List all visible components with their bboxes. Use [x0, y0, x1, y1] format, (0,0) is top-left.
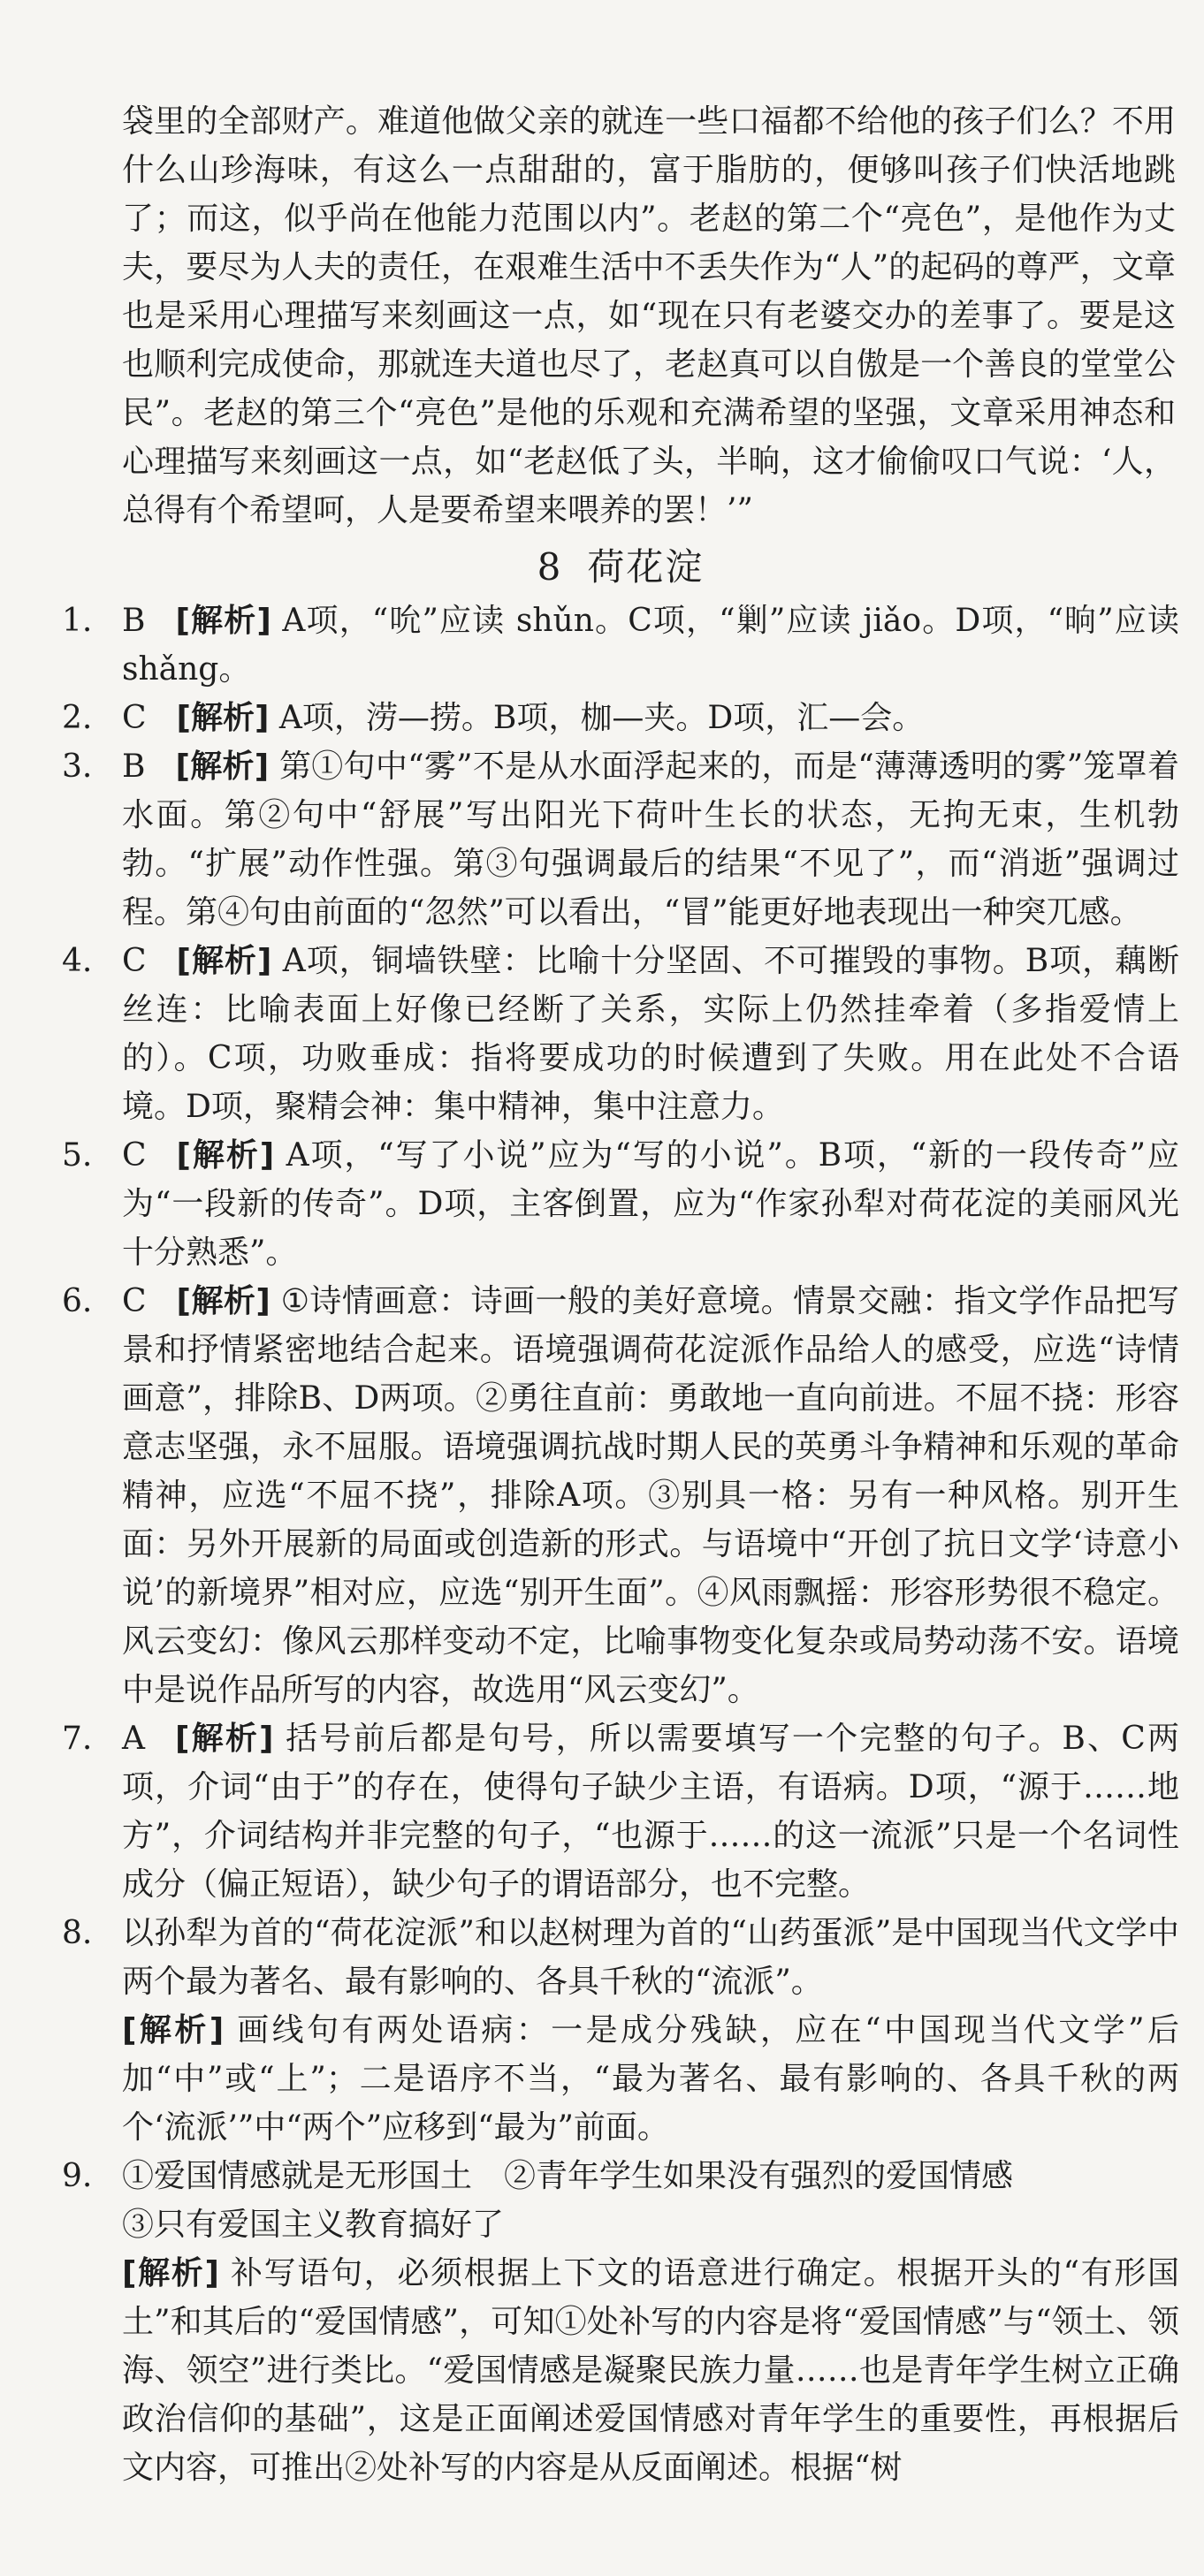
- answer-item-4: [62, 937, 1179, 1131]
- analysis-tag: [解析]: [122, 2255, 219, 2291]
- item-analysis: A项，涝—捞。B项，枷—夹。D项，汇—会。: [278, 700, 925, 736]
- item-answer: C: [122, 1283, 147, 1319]
- item-analysis: 第①句中“雾”不是从水面浮起来的，而是“薄薄透明的雾”笼罩着水面。第②句中“舒展”写出阳光下荷叶生长的状态，无拘无束，生机勃勃。“扩展”动作性强。第③句强调最后的结果“不见了”，而“消逝”强调过程。第④句由前面的“忽然”可以看出，“冒”能更好地表现出一种突兀感。: [122, 748, 1179, 931]
- answer-item-2: [62, 694, 1179, 742]
- intro-text: 袋里的全部财产。难道他做父亲的就连一些口福都不给他的孩子们么？不用什么山珍海味，有这么一点甜甜的，富于脂肪的，便够叫孩子们快活地跳了；而这，似乎尚在他能力范围以内”。老赵的第二个“亮色”，是他作为丈夫，要尽为人夫的责任，在艰难生活中不丢失作为“人”的起码的尊严，文章也是采用心理描写来刻画这一点，如“现在只有老婆交办的差事了。要是这也顺利完成使命，那就连夫道也尽了，老赵真可以自傲是一个善良的堂堂公民”。老赵的第三个“亮色”是他的乐观和充满希望的坚强，文章采用神态和心理描写来刻画这一点，如“老赵低了头，半晌，这才偷偷叹口气说：‘人，总得有个希望呵，人是要希望来喂养的罢！’”: [122, 103, 1176, 528]
- item-analysis: A项，“写了小说”应为“写的小说”。B项，“新的一段传奇”应为“一段新的传奇”。D项，主客倒置，应为“作家孙犁对荷花淀的美丽风光十分熟悉”。: [122, 1137, 1179, 1271]
- item-analysis: 补写语句，必须根据上下文的语意进行确定。根据开头的“有形国土”和其后的“爱国情感”，可知①处补写的内容是将“爱国情感”与“领土、领海、领空”进行类比。“爱国情感是凝聚民族力量……也是青年学生树立正确政治信仰的基础”，这是正面阐述爱国情感对青年学生的重要性，再根据后文内容，可推出②处补写的内容是从反面阐述。根据“树: [122, 2255, 1179, 2486]
- item-number: 2.: [62, 700, 93, 736]
- item-answer: A: [122, 1721, 145, 1757]
- item-analysis: A项，铜墙铁壁：比喻十分坚固、不可摧毁的事物。B项，藕断丝连：比喻表面上好像已经断了关系，实际上仍然挂牵着（多指爱情上的）。C项，功败垂成：指将要成功的时候遭到了失败。用在此处不合语境。D项，聚精会神：集中精神，集中注意力。: [122, 943, 1179, 1125]
- item-answer: B: [122, 603, 146, 639]
- item-answer: C: [122, 700, 147, 736]
- item-number: 1.: [62, 603, 93, 639]
- analysis-tag: [解析]: [176, 943, 272, 979]
- item-analysis: A项，“吮”应读 shǔn。C项，“剿”应读 jiǎo。D项，“晌”应读 shǎng。: [122, 603, 1179, 688]
- item-answer-line-2: ③只有爱国主义教育搞好了: [122, 2207, 505, 2243]
- answer-item-3: [62, 742, 1179, 937]
- analysis-tag: [解析]: [176, 1283, 271, 1319]
- analysis-tag: [解析]: [175, 603, 271, 639]
- item-number: 6.: [62, 1283, 93, 1319]
- answer-item-7: [62, 1714, 1179, 1909]
- item-number: 9.: [62, 2158, 93, 2194]
- answer-item-8: [62, 1909, 1179, 2152]
- item-number: 8.: [62, 1915, 93, 1951]
- item-analysis: 画线句有两处语病：一是成分残缺，应在“中国现当代文学”后加“中”或“上”；二是语序不当，“最为著名、最有影响的、各具千秋的两个‘流派’”中“两个”应移到“最为”前面。: [122, 2012, 1179, 2146]
- intro-paragraph: [62, 97, 1179, 535]
- item-number: 7.: [62, 1721, 93, 1757]
- answer-item-5: [62, 1131, 1179, 1277]
- item-analysis-block: [122, 2249, 1179, 2492]
- analysis-tag: [解析]: [176, 1137, 275, 1174]
- item-answer: C: [122, 1137, 147, 1174]
- analysis-tag: [解析]: [175, 748, 270, 785]
- item-analysis-block: [122, 2006, 1179, 2152]
- item-analysis: 括号前后都是句号，所以需要填写一个完整的句子。B、C两项，介词“由于”的存在，使得句子缺少主语，有语病。D项，“源于……地方”，介词结构并非完整的句子，“也源于……的这一流派”只是一个名词性成分（偏正短语），缺少句子的谓语部分，也不完整。: [122, 1721, 1179, 1903]
- section-number: 8: [537, 545, 563, 589]
- item-answer: B: [122, 748, 146, 785]
- answer-item-6: [62, 1277, 1179, 1714]
- item-answer: C: [122, 943, 147, 979]
- answer-item-1: [62, 597, 1179, 694]
- item-analysis: ①诗情画意：诗画一般的美好意境。情景交融：指文学作品把写景和抒情紧密地结合起来。语境强调荷花淀派作品给人的感受，应选“诗情画意”，排除B、D两项。②勇往直前：勇敢地一直向前进。不屈不挠：形容意志坚强，永不屈服。语境强调抗战时期人民的英勇斗争精神和乐观的革命精神，应选“不屈不挠”，排除A项。③别具一格：另有一种风格。别开生面：另外开展新的局面或创造新的形式。与语境中“开创了抗日文学‘诗意小说’的新境界”相对应，应选“别开生面”。④风雨飘摇：形容形势很不稳定。风云变幻：像风云那样变动不定，比喻事物变化复杂或局势动荡不安。语境中是说作品所写的内容，故选用“风云变幻”。: [122, 1283, 1179, 1708]
- item-number: 3.: [62, 748, 93, 785]
- item-answer-line-1: ①爱国情感就是无形国土 ②青年学生如果没有强烈的爱国情感: [122, 2158, 1014, 2194]
- analysis-tag: [解析]: [175, 1721, 274, 1757]
- analysis-tag: [解析]: [122, 2012, 225, 2048]
- section-title: [62, 540, 1179, 595]
- item-number: 4.: [62, 943, 93, 979]
- analysis-tag: [解析]: [176, 700, 270, 736]
- item-answer-text: 以孙犁为首的“荷花淀派”和以赵树理为首的“山药蛋派”是中国现当代文学中两个最为著名、最有影响的、各具千秋的“流派”。: [122, 1915, 1179, 2000]
- answer-item-9: [62, 2152, 1179, 2492]
- item-number: 5.: [62, 1137, 93, 1174]
- section-title-text: 荷花淀: [587, 545, 705, 589]
